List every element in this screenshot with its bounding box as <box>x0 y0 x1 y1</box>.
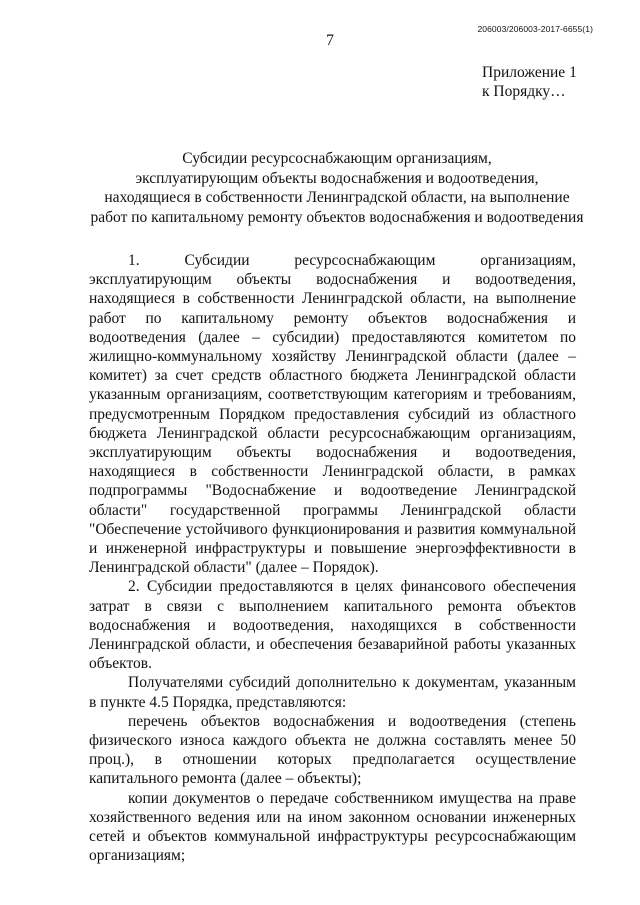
paragraph-2: 2. Субсидии предоставляются в целях финансового обеспечения затрат в связи с выполнением капитального ремонта объектов водоснабжения и водоотведения, находящихся в собственности Ленинградской области, и обеспечения безаварийной работы указанных объектов. <box>89 578 576 673</box>
page-number: 7 <box>326 32 334 49</box>
document-id: 206003/206003-2017-6655(1) <box>477 24 593 34</box>
paragraph-1: 1. Субсидии ресурсоснабжающим организациям, эксплуатирующим объекты водоснабжения и водоотведения, находящиеся в собственности Ленинградской области, на выполнение работ по капитальному ремонту объектов водоснабжения и водоотведения (далее – субсидии) предоставляются комитетом по жилищно-коммунальному хозяйству Ленинградской области (далее – комитет) за счет средств областного бюджета Ленинградской области указанным организациям, соответствующим категориям и требованиям, предусмотренным Порядком предоставления субсидий из областного бюджета Ленинградской области ресурсоснабжающим организациям, эксплуатирующим объекты водоснабжения и водоотведения, находящиеся в собственности Ленинградской области, в рамках подпрограммы "Водоснабжение и водоотведение Ленинградской области" государственной программы Ленинградской области "Обеспечение устойчивого функционирования и развития коммунальной и инженерной инфраструктуры и повышение энергоэффективности в Ленинградской области" (далее – Порядок). <box>89 252 576 577</box>
title-line-4: работ по капитальному ремонту объектов водоснабжения и водоотведения <box>90 208 584 226</box>
document-title <box>88 149 586 227</box>
appendix-line-1: Приложение 1 <box>482 64 577 81</box>
appendix-reference <box>482 63 577 101</box>
paragraph-4: перечень объектов водоснабжения и водоотведения (степень физического износа каждого объекта не должна составлять менее 50 проц.), в отношении которых предполагается осуществление капитального ремонта (далее – объекты); <box>89 712 576 788</box>
title-line-2: эксплуатирующим объекты водоснабжения и водоотведения, <box>135 169 539 187</box>
paragraph-3: Получателями субсидий дополнительно к документам, указанным в пункте 4.5 Порядка, представляются: <box>89 674 576 711</box>
title-line-3: находящиеся в собственности Ленинградской области, на выполнение <box>104 189 570 206</box>
paragraph-5: копии документов о передаче собственником имущества на праве хозяйственного ведения или на ином законном основании инженерных сетей и объектов коммунальной инфраструктуры ресурсоснабжающим организациям; <box>89 789 576 865</box>
appendix-line-2: к Порядку… <box>482 83 566 100</box>
document-body <box>89 251 576 866</box>
title-line-1: Субсидии ресурсоснабжающим организациям, <box>182 150 492 167</box>
